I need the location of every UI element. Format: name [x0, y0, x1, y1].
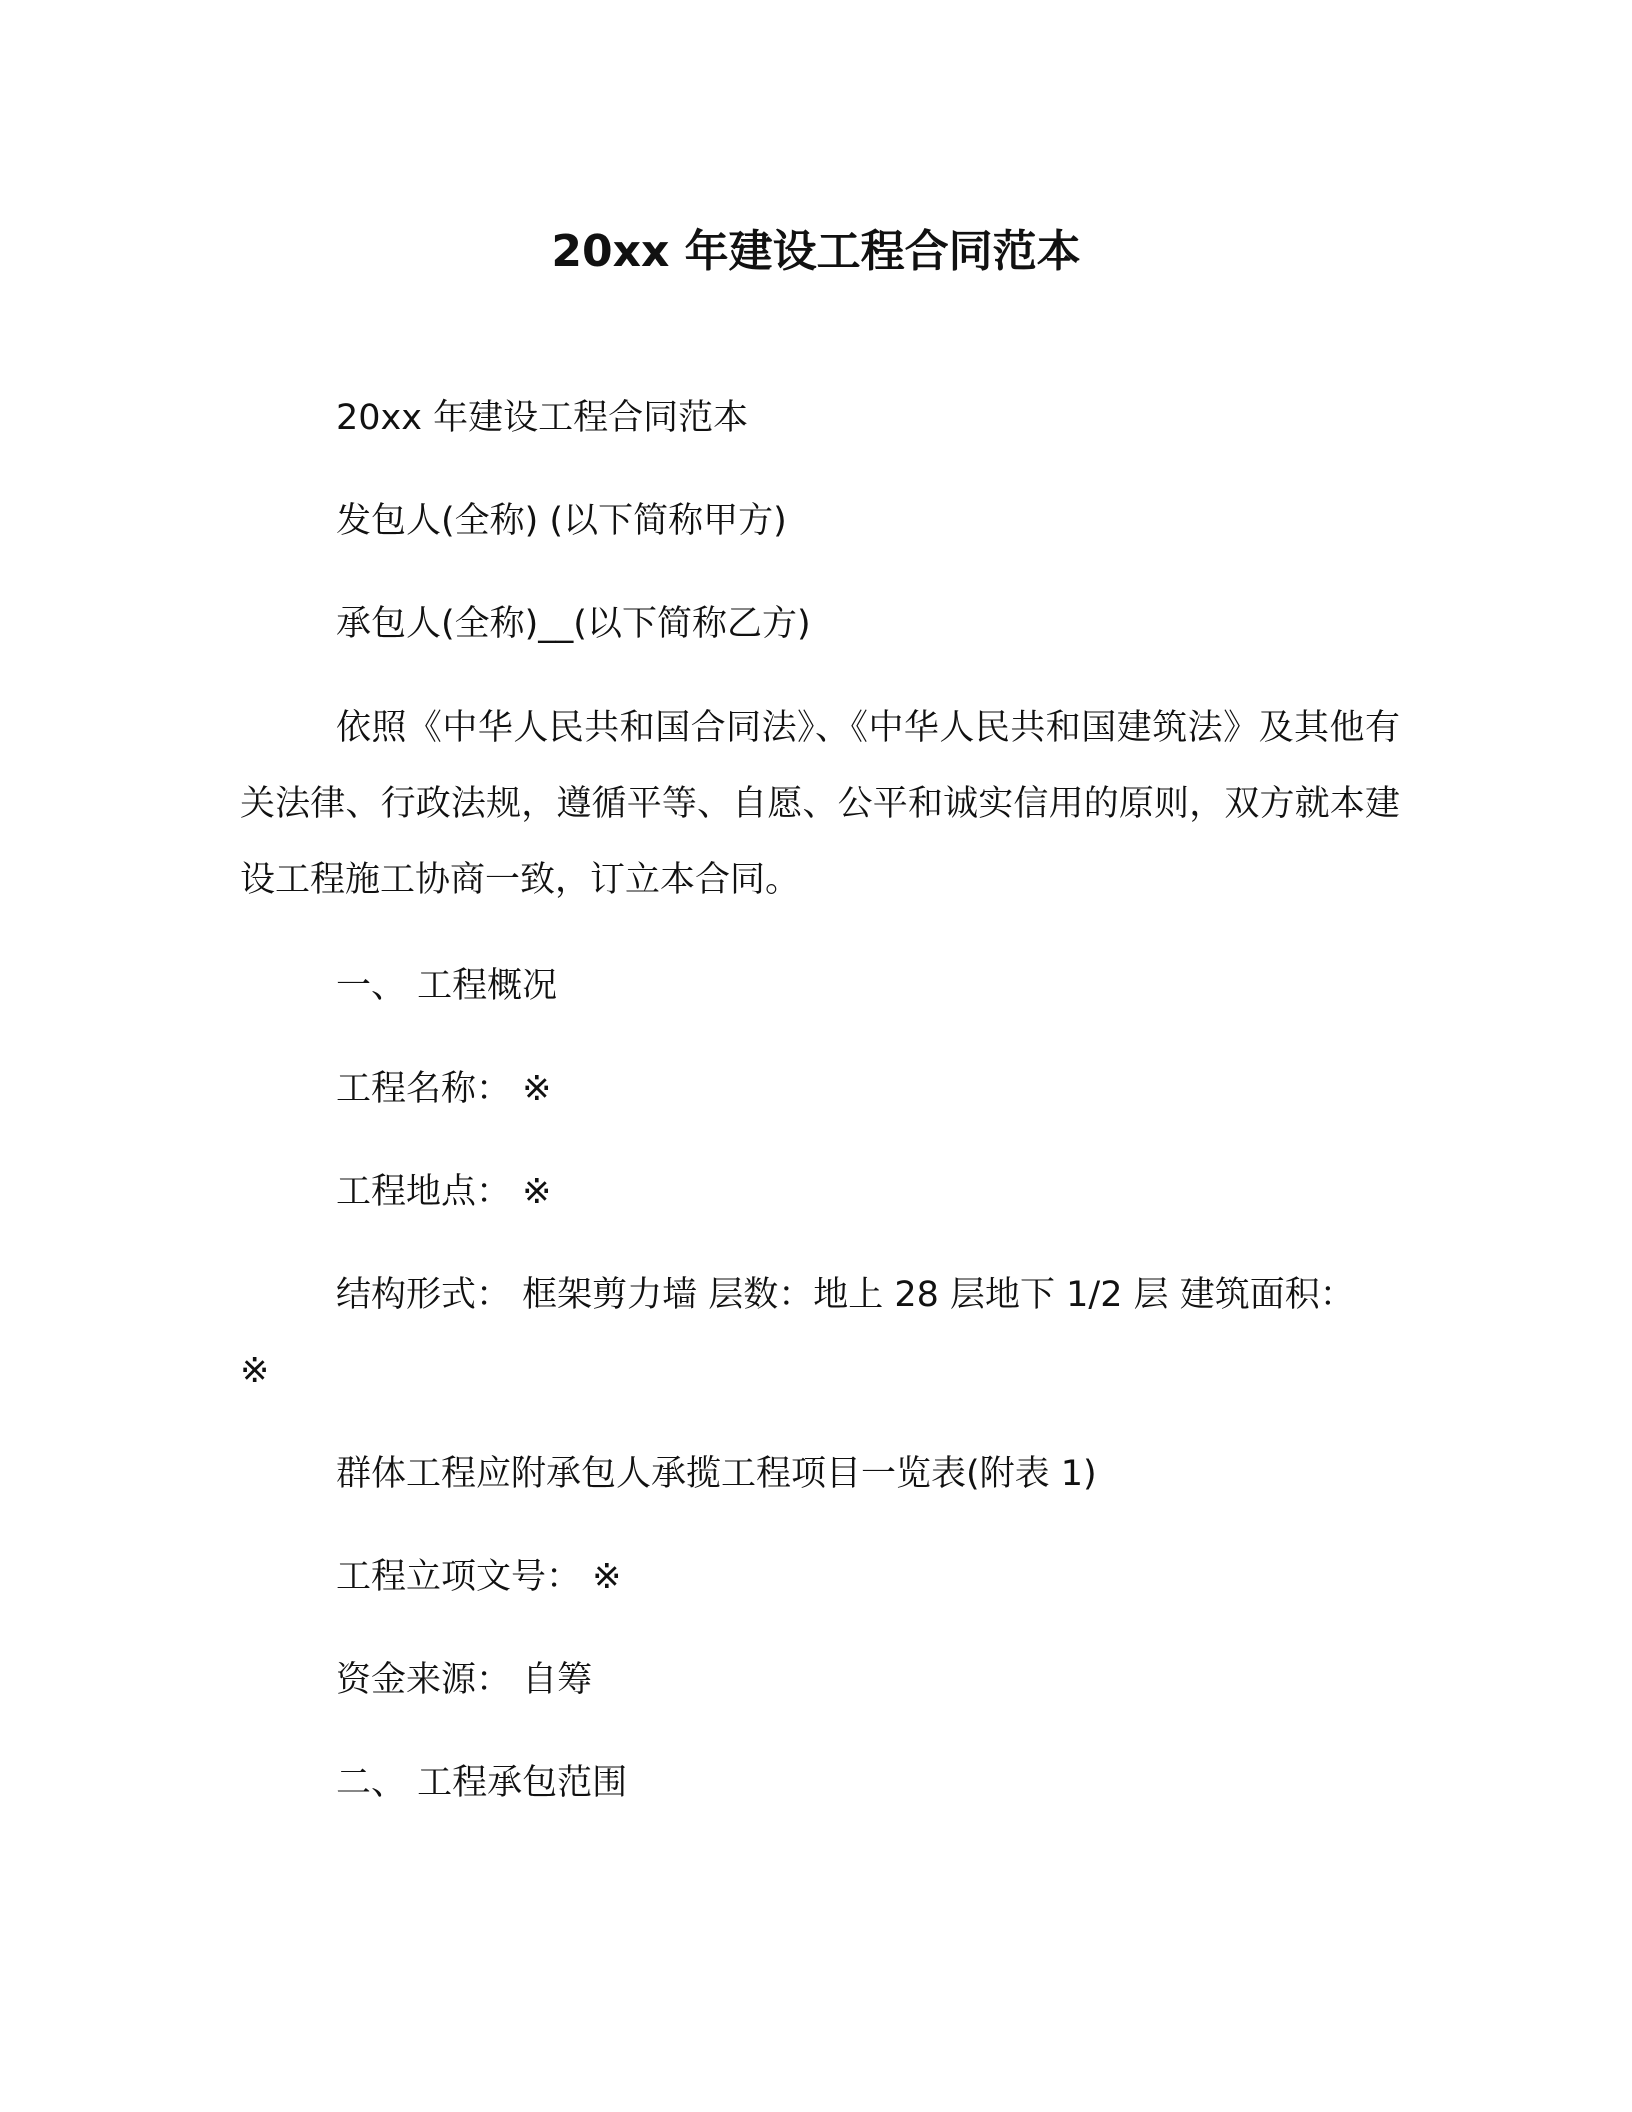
group-project-line: 群体工程应附承包人承揽工程项目一览表(附表 1) [336, 1454, 1097, 1494]
party-b-line: 承包人(全称)__(以下简称乙方) [336, 604, 811, 644]
intro-paragraph: 依照《中华人民共和国合同法》、《中华人民共和国建筑法》及其他有关法律、行政法规，遵循平等、自愿、公平和诚实信用的原则，双方就本建设工程施工协商一致，订立本合同。 [240, 708, 1400, 900]
approval-number-line: 工程立项文号： ※ [336, 1557, 622, 1597]
party-a-line: 发包人(全称) (以下简称甲方) [336, 501, 787, 541]
project-location-line: 工程地点： ※ [336, 1172, 552, 1212]
structure-line: 结构形式： 框架剪力墙 层数：地上 28 层地下 1/2 层 建筑面积： [336, 1275, 1355, 1315]
project-name-line: 工程名称： ※ [336, 1069, 552, 1109]
section-2-heading: 二、 工程承包范围 [336, 1763, 628, 1803]
section-1-heading: 一、 工程概况 [336, 966, 558, 1006]
funding-source-line: 资金来源： 自筹 [336, 1660, 593, 1700]
document-title: 20xx 年建设工程合同范本 [551, 226, 1081, 277]
structure-area-value: ※ [240, 1351, 270, 1391]
subtitle-line: 20xx 年建设工程合同范本 [336, 398, 749, 438]
